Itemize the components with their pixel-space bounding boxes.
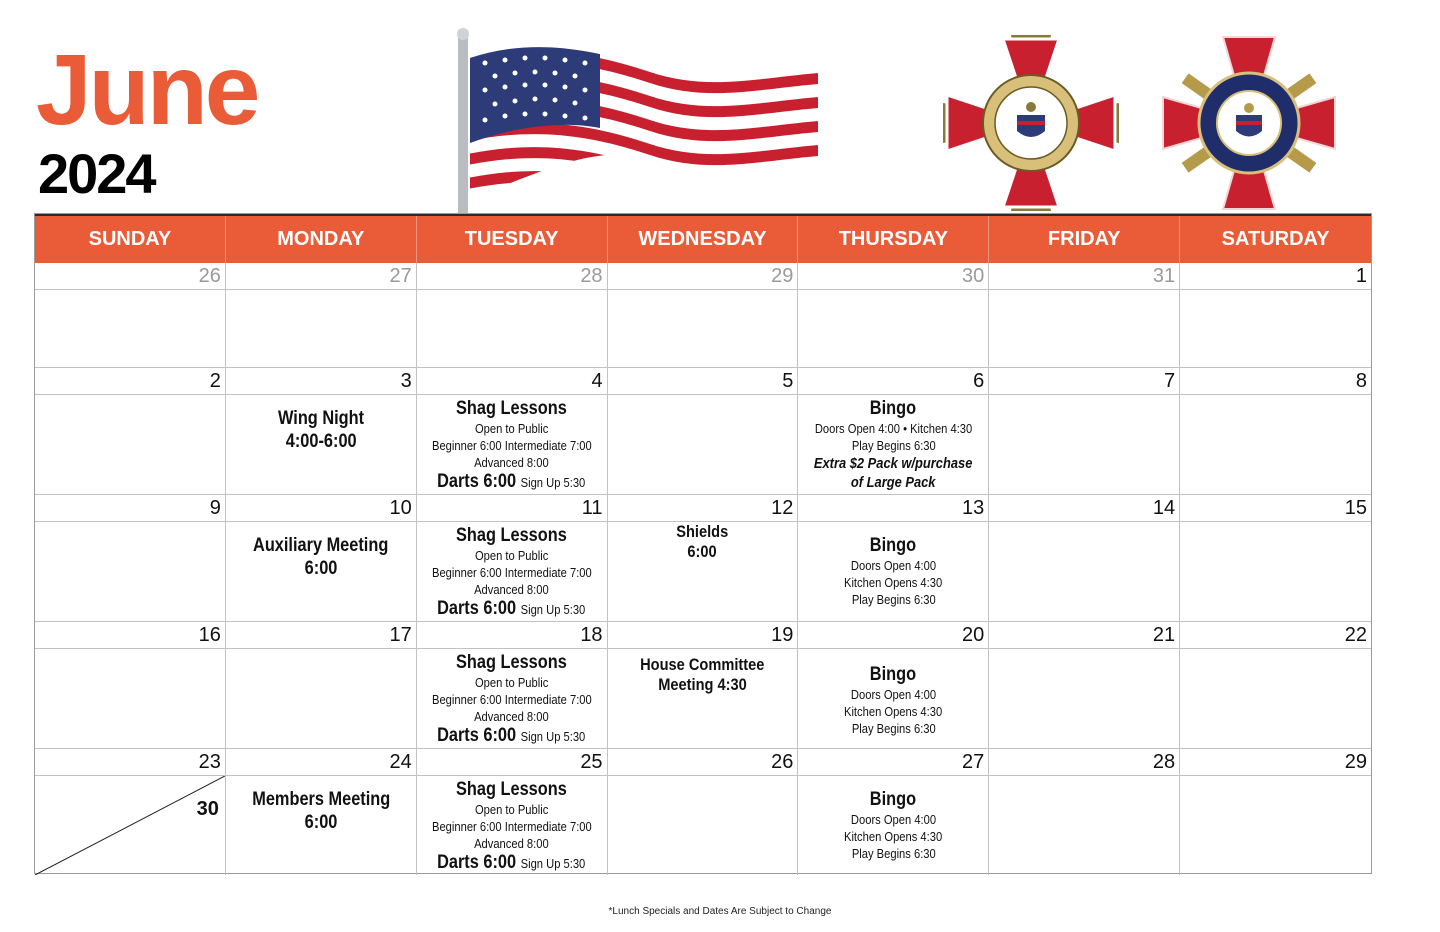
day-number: 24 — [226, 749, 416, 776]
day-cell[interactable] — [1180, 749, 1371, 875]
day-number: 29 — [608, 263, 798, 290]
day-number: 20 — [798, 622, 988, 649]
day-number: 9 — [35, 495, 225, 522]
day-cell[interactable] — [608, 263, 799, 367]
day-number: 7 — [989, 368, 1179, 395]
day-cell[interactable] — [608, 749, 799, 875]
darts-signup: Sign Up 5:30 — [521, 856, 586, 871]
darts-time: Darts 6:00 — [437, 725, 517, 746]
event-title: Members Meeting — [251, 789, 390, 810]
darts-time: Darts 6:00 — [437, 852, 517, 873]
event-title: House Committee — [640, 655, 765, 674]
day-cell[interactable] — [35, 495, 226, 621]
day-cell[interactable] — [989, 368, 1180, 494]
event-detail: Advanced 8:00 — [474, 836, 549, 851]
event-time: 4:00-6:00 — [285, 431, 357, 452]
event-detail: Open to Public — [474, 421, 549, 436]
day-number-30: 30 — [196, 798, 219, 820]
darts-signup: Sign Up 5:30 — [521, 729, 586, 744]
event-detail: Doors Open 4:00 — [850, 812, 936, 827]
event-promo: Extra $2 Pack w/purchase — [814, 455, 973, 472]
event-detail: Play Begins 6:30 — [851, 721, 936, 736]
month-title: June — [36, 34, 258, 146]
weekday-header — [35, 214, 1371, 263]
day-number: 17 — [226, 622, 416, 649]
day-cell[interactable] — [798, 749, 989, 875]
event-detail: Kitchen Opens 4:30 — [844, 829, 943, 844]
event-bingo — [798, 776, 988, 875]
event-detail: Open to Public — [474, 802, 549, 817]
event-title: Bingo — [870, 664, 917, 685]
weekday-wednesday: WEDNESDAY — [608, 216, 799, 263]
day-number: 27 — [226, 263, 416, 290]
day-number: 26 — [35, 263, 225, 290]
day-cell[interactable] — [989, 263, 1180, 367]
american-flag-image — [450, 28, 830, 218]
darts-time: Darts 6:00 — [437, 598, 517, 619]
calendar-grid — [34, 213, 1372, 874]
day-cell[interactable] — [417, 622, 608, 748]
darts-line — [438, 471, 586, 494]
week-row — [35, 368, 1371, 495]
day-number: 12 — [608, 495, 798, 522]
day-cell[interactable] — [35, 263, 226, 367]
day-cell[interactable] — [417, 368, 608, 494]
day-number: 31 — [989, 263, 1179, 290]
event-time: 6:00 — [304, 558, 338, 579]
event-bingo — [798, 649, 988, 748]
event-wing-night — [226, 395, 416, 494]
darts-line — [438, 598, 586, 621]
day-cell[interactable] — [417, 749, 608, 875]
event-detail: Open to Public — [474, 548, 549, 563]
day-cell[interactable] — [226, 368, 417, 494]
event-detail: Doors Open 4:00 — [850, 687, 936, 702]
event-detail: Doors Open 4:00 — [850, 558, 936, 573]
event-bingo — [798, 522, 988, 621]
week-row — [35, 495, 1371, 622]
day-number: 27 — [798, 749, 988, 776]
day-number: 13 — [798, 495, 988, 522]
day-number: 11 — [417, 495, 607, 522]
event-detail: Play Begins 6:30 — [851, 592, 936, 607]
day-number: 5 — [608, 368, 798, 395]
darts-line — [438, 725, 586, 748]
event-title: Bingo — [870, 535, 917, 556]
event-title: Shag Lessons — [456, 779, 568, 800]
event-detail: Open to Public — [474, 675, 549, 690]
event-detail: Doors Open 4:00 • Kitchen 4:30 — [814, 421, 973, 436]
day-cell[interactable] — [35, 622, 226, 748]
event-title: Bingo — [870, 398, 917, 419]
day-cell[interactable] — [608, 495, 799, 621]
event-detail: Beginner 6:00 Intermediate 7:00 — [431, 692, 592, 707]
event-detail: Play Begins 6:30 — [851, 846, 936, 861]
event-time: Meeting 4:30 — [658, 675, 747, 694]
day-cell[interactable] — [417, 263, 608, 367]
event-shag-lessons — [417, 522, 607, 621]
day-cell[interactable] — [1180, 622, 1371, 748]
event-time: 6:00 — [687, 542, 718, 561]
weekday-saturday: SATURDAY — [1221, 228, 1330, 250]
week-row — [35, 622, 1371, 749]
day-number: 16 — [35, 622, 225, 649]
day-number: 29 — [1180, 749, 1371, 776]
day-number: 1 — [1180, 263, 1371, 290]
day-number: 14 — [989, 495, 1179, 522]
day-cell[interactable] — [989, 749, 1180, 875]
day-cell[interactable] — [1180, 263, 1371, 367]
day-number: 28 — [989, 749, 1179, 776]
weekday-tuesday: TUESDAY — [417, 216, 608, 263]
event-time: 6:00 — [304, 812, 338, 833]
day-cell[interactable] — [608, 368, 799, 494]
weekday-friday: FRIDAY — [989, 216, 1180, 263]
event-shag-lessons — [417, 395, 607, 494]
weekday-monday: MONDAY — [226, 216, 417, 263]
event-detail: Advanced 8:00 — [474, 582, 549, 597]
event-title: Auxiliary Meeting — [253, 535, 389, 556]
day-cell[interactable] — [35, 749, 226, 875]
weekday-sunday: SUNDAY — [35, 216, 226, 263]
day-cell[interactable] — [989, 495, 1180, 621]
event-detail: Advanced 8:00 — [474, 455, 549, 470]
day-number: 8 — [1180, 368, 1371, 395]
day-number: 26 — [608, 749, 798, 776]
day-cell[interactable] — [989, 622, 1180, 748]
event-title: Bingo — [870, 789, 917, 810]
split-day-cell — [35, 776, 225, 875]
day-cell[interactable] — [35, 368, 226, 494]
event-detail: Kitchen Opens 4:30 — [844, 575, 943, 590]
event-title: Shag Lessons — [456, 398, 568, 419]
event-title: Shag Lessons — [456, 525, 568, 546]
day-cell[interactable] — [226, 622, 417, 748]
darts-signup: Sign Up 5:30 — [521, 602, 586, 617]
event-detail: Play Begins 6:30 — [851, 438, 936, 453]
day-number: 10 — [226, 495, 416, 522]
darts-signup: Sign Up 5:30 — [521, 475, 586, 490]
footnote: *Lunch Specials and Dates Are Subject to Change — [608, 906, 832, 917]
event-detail: Advanced 8:00 — [474, 709, 549, 724]
day-cell[interactable] — [798, 495, 989, 621]
day-number: 19 — [608, 622, 798, 649]
day-cell[interactable] — [798, 263, 989, 367]
darts-line — [438, 852, 586, 875]
day-number: 3 — [226, 368, 416, 395]
day-number: 6 — [798, 368, 988, 395]
day-cell[interactable] — [417, 495, 608, 621]
day-number: 4 — [417, 368, 607, 395]
event-detail: Beginner 6:00 Intermediate 7:00 — [431, 438, 592, 453]
event-bingo — [798, 395, 988, 494]
event-house-committee — [608, 649, 798, 748]
day-cell[interactable] — [798, 622, 989, 748]
darts-time: Darts 6:00 — [437, 471, 517, 492]
day-number: 2 — [35, 368, 225, 395]
day-number: 23 — [35, 749, 225, 776]
event-auxiliary-meeting — [226, 522, 416, 621]
vfw-auxiliary-emblem-image — [1156, 34, 1342, 212]
day-cell[interactable] — [226, 263, 417, 367]
diagonal-divider — [35, 776, 225, 875]
day-number: 18 — [417, 622, 607, 649]
event-detail: Kitchen Opens 4:30 — [844, 704, 943, 719]
day-cell[interactable] — [226, 495, 417, 621]
day-number: 15 — [1180, 495, 1371, 522]
event-shields — [608, 522, 798, 621]
vfw-emblem-image — [938, 34, 1124, 212]
year-title: 2024 — [38, 142, 155, 205]
day-number: 25 — [417, 749, 607, 776]
week-row — [35, 263, 1371, 368]
day-cell[interactable] — [226, 749, 417, 875]
event-shag-lessons — [417, 776, 607, 875]
day-number: 22 — [1180, 622, 1371, 649]
event-shag-lessons — [417, 649, 607, 748]
day-cell[interactable] — [1180, 368, 1371, 494]
day-cell[interactable] — [798, 368, 989, 494]
event-title: Shields — [676, 522, 729, 541]
event-detail: Beginner 6:00 Intermediate 7:00 — [431, 565, 592, 580]
day-cell[interactable] — [1180, 495, 1371, 621]
day-number: 21 — [989, 622, 1179, 649]
event-detail: Beginner 6:00 Intermediate 7:00 — [431, 819, 592, 834]
event-members-meeting — [226, 776, 416, 875]
event-title: Shag Lessons — [456, 652, 568, 673]
event-promo: of Large Pack — [851, 474, 936, 491]
week-row — [35, 749, 1371, 875]
event-title: Wing Night — [277, 408, 364, 429]
day-cell[interactable] — [608, 622, 799, 748]
day-number: 28 — [417, 263, 607, 290]
weekday-thursday: THURSDAY — [798, 216, 989, 263]
day-number: 30 — [798, 263, 988, 290]
